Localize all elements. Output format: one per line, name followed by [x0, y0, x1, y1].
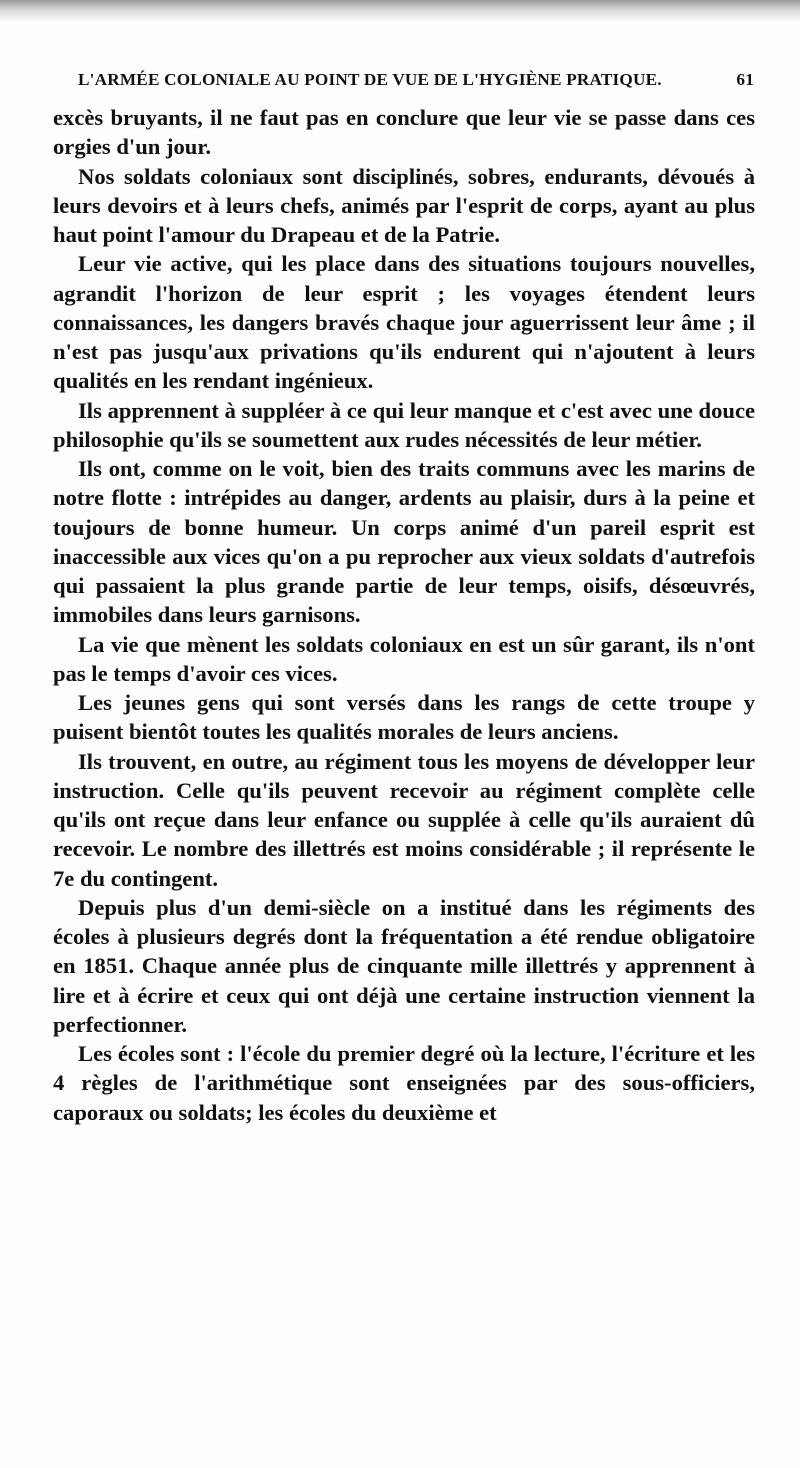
paragraph-8: Ils trouvent, en outre, au régiment tous les moyens de développer leur instruction. Celle qu'ils peuvent recevoir au régiment complète celle qu'ils ont reçue dans leur enfance ou supplée à celle qu'ils auraient dû recevoir. Le nombre des illettrés est moins considérable ; il représente le 7e du contingent. — [53, 748, 755, 891]
paragraph-9: Depuis plus d'un demi-siècle on a institué dans les régiments des écoles à plusieurs degrés dont la fréquentation a été rendue obligatoire en 1851. Chaque année plus de cinquante mille illettrés y apprennent à lire et à écrire et ceux qui ont déjà une certaine instruction viennent la perfectionner. — [53, 894, 755, 1037]
paragraph-2: Nos soldats coloniaux sont disciplinés, sobres, endurants, dévoués à leurs devoirs et à leurs chefs, animés par l'esprit de corps, ayant au plus haut point l'amour du Drapeau et de la Patrie. — [53, 163, 755, 247]
page-number: 61 — [736, 70, 754, 89]
paragraph-5: Ils ont, comme on le voit, bien des traits communs avec les marins de notre flotte : intrépides au danger, ardents au plaisir, durs à la peine et toujours de bonne humeur. Un corps animé d'un pareil esprit est inaccessible aux vices qu'on a pu reprocher aux vieux soldats d'autrefois qui passaient la plus grande partie de leur temps, oisifs, désœuvrés, immobiles dans leurs garnisons. — [53, 456, 755, 628]
paragraph-7: Les jeunes gens qui sont versés dans les rangs de cette troupe y puisent bientôt toutes les qualités morales de leurs anciens. — [53, 690, 755, 745]
paragraph-4: Ils apprennent à suppléer à ce qui leur manque et c'est avec une douce philosophie qu'ils se soumettent aux rudes nécessités de leur métier. — [53, 397, 755, 452]
paragraph-3: Leur vie active, qui les place dans des situations toujours nouvelles, agrandit l'horizon de leur esprit ; les voyages étendent leurs connaissances, les dangers bravés chaque jour aguerrissent leur âme ; il n'est pas jusqu'aux privations qu'ils endurent qui n'ajoutent à leurs qualités en les rendant ingénieux. — [53, 251, 755, 394]
paragraph-10: Les écoles sont : l'école du premier degré où la lecture, l'écriture et les 4 règles de l'arithmétique sont enseignées par des sous-officiers, caporaux ou soldats; les écoles du deuxième et — [53, 1041, 755, 1125]
running-title: L'ARMÉE COLONIALE AU POINT DE VUE DE L'HYGIÈNE PRATIQUE. — [78, 70, 662, 89]
scan-top-edge — [0, 0, 800, 22]
paragraph-1: excès bruyants, il ne faut pas en conclure que leur vie se passe dans ces orgies d'un jour. — [53, 105, 755, 160]
running-header — [78, 68, 768, 96]
body-text — [53, 103, 755, 1127]
paragraph-6: La vie que mènent les soldats coloniaux en est un sûr garant, ils n'ont pas le temps d'avoir ces vices. — [53, 631, 755, 686]
